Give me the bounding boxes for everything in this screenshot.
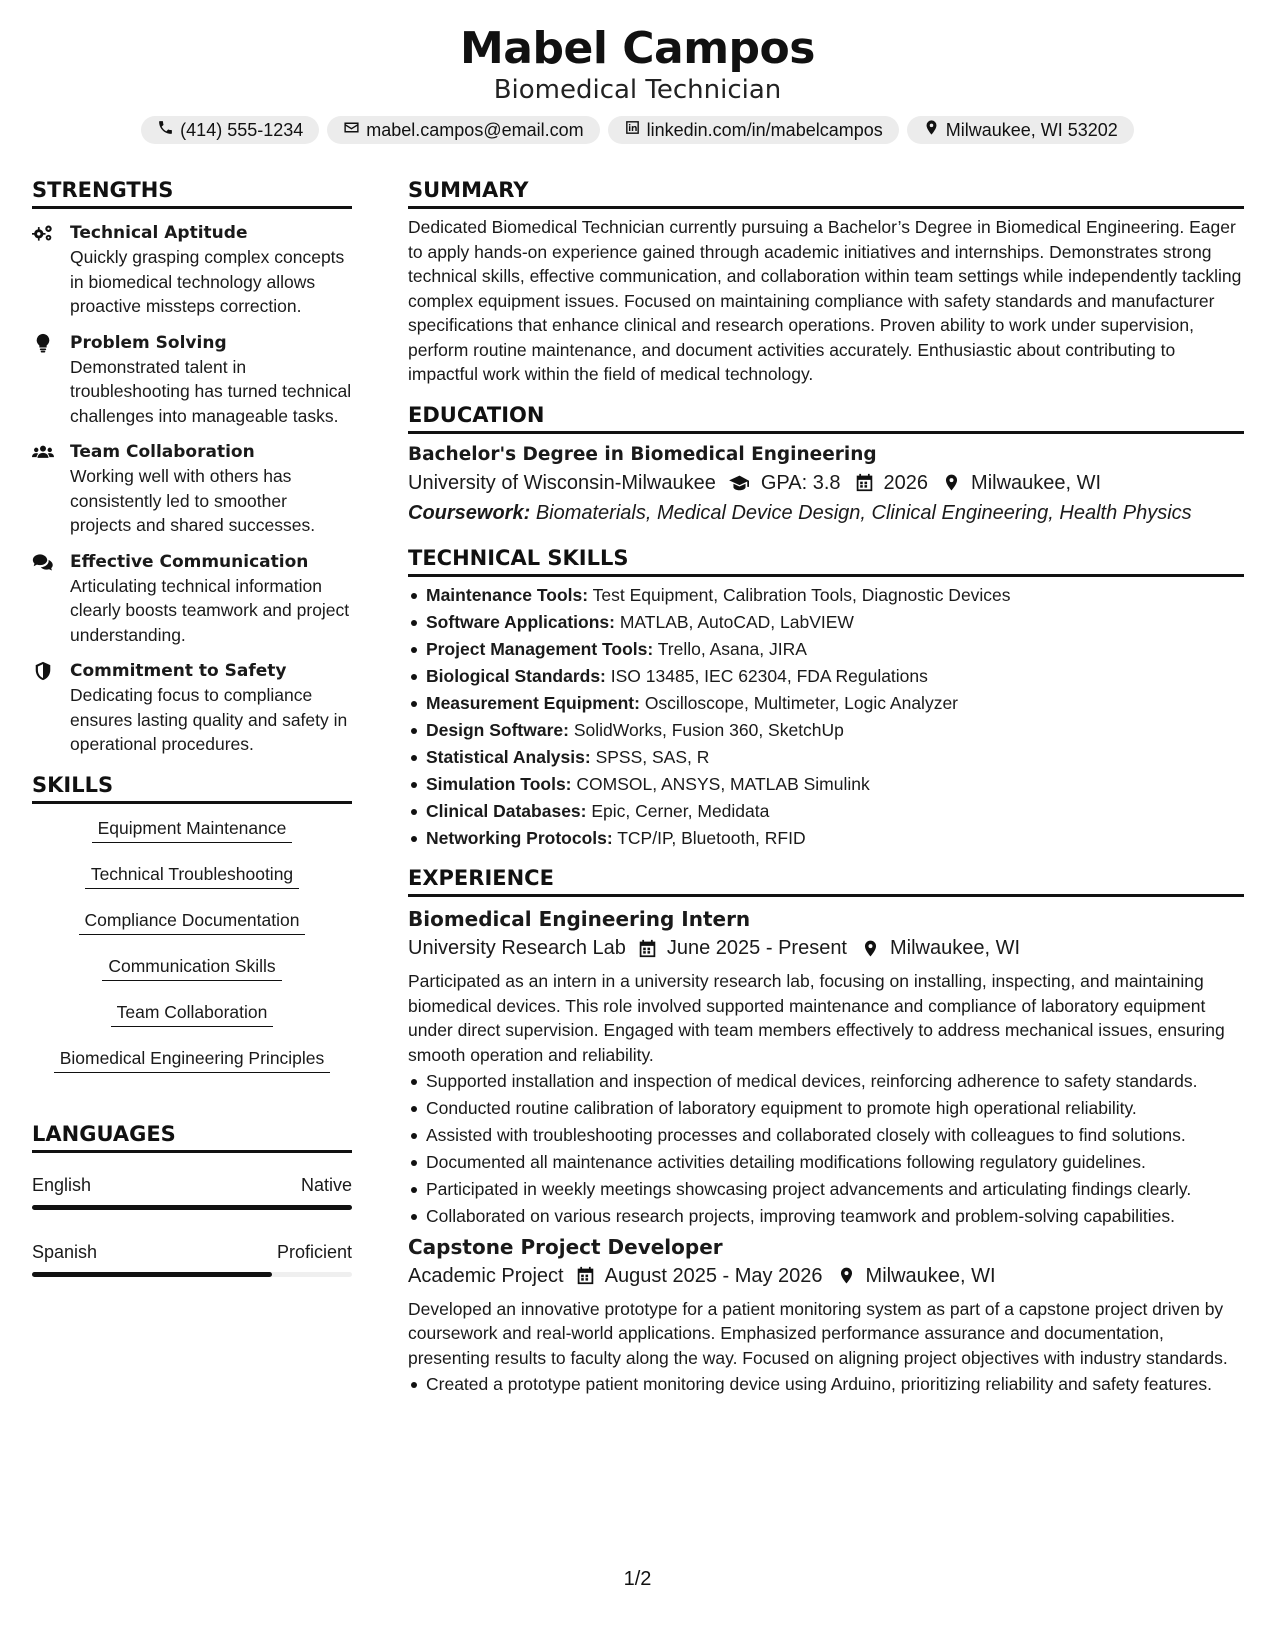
language-proficiency-bar — [32, 1272, 352, 1277]
calendar-icon — [855, 473, 874, 492]
language-item — [32, 1240, 352, 1277]
job-title: Biomedical Engineering Intern — [408, 907, 751, 931]
technical-skill-item — [408, 772, 1244, 797]
shield-icon — [32, 661, 56, 681]
job-meta — [408, 1261, 1244, 1291]
contact-email[interactable] — [327, 116, 599, 144]
experience-heading: EXPERIENCE — [408, 864, 1244, 897]
phone-icon — [157, 119, 174, 141]
job-description: Participated as an intern in a university research lab, focusing on installing, inspecting, and maintaining biomedical devices. This role involved supported maintenance and compliance of laboratory equipment under direct supervision. Engaged with team members effectively to address mechanical issues, ensuring smooth operation and reliability. — [408, 971, 1225, 1065]
right-column — [408, 176, 1244, 1399]
technical-skills-heading: TECHNICAL SKILLS — [408, 544, 1244, 577]
skills-heading: SKILLS — [32, 771, 352, 804]
language-item — [32, 1173, 352, 1210]
strengths-heading: STRENGTHS — [32, 176, 352, 209]
language-proficiency-fill — [32, 1205, 352, 1210]
technical-skill-label: Clinical Databases: — [426, 800, 587, 821]
job-bullet: Supported installation and inspection of medical devices, reinforcing adherence to safety standards. — [408, 1069, 1244, 1094]
education-degree: Bachelor's Degree in Biomedical Engineering — [408, 443, 877, 465]
skill-tag: Equipment Maintenance — [92, 816, 293, 843]
job-description: Developed an innovative prototype for a patient monitoring system as part of a capstone project driven by coursework and real-world applications. Emphasized performance assurance and documentation, presenting results to faculty along the way. Focused on aligning project objectives with industry standards. — [408, 1298, 1228, 1368]
technical-skill-item — [408, 826, 1244, 851]
location-text: Milwaukee, WI 53202 — [945, 120, 1118, 140]
technical-skill-value: MATLAB, AutoCAD, LabVIEW — [619, 611, 854, 632]
email-icon — [343, 119, 360, 141]
strength-item — [32, 221, 352, 319]
job-bullet: Assisted with troubleshooting processes and collaborated closely with colleagues to find solutions. — [408, 1123, 1244, 1148]
strength-description: Quickly grasping complex concepts in biomedical technology allows proactive missteps correction. — [70, 247, 345, 316]
linkedin-icon — [624, 119, 641, 141]
job-meta — [408, 933, 1244, 963]
candidate-name: Mabel Campos — [460, 23, 815, 74]
technical-skill-label: Statistical Analysis: — [426, 746, 591, 767]
technical-skill-value: ISO 13485, IEC 62304, FDA Regulations — [610, 665, 928, 686]
strength-item — [32, 440, 352, 538]
technical-skill-value: Test Equipment, Calibration Tools, Diagnostic Devices — [592, 584, 1011, 605]
contact-linkedin[interactable] — [608, 116, 899, 144]
language-name: Spanish — [32, 1241, 98, 1262]
strength-description: Working well with others has consistently led to smoother projects and shared successes. — [70, 466, 316, 535]
technical-skill-label: Networking Protocols: — [426, 827, 613, 848]
job-dates: June 2025 - Present — [666, 937, 847, 959]
email-text: mabel.campos@email.com — [366, 120, 584, 140]
language-name: English — [32, 1174, 92, 1195]
strength-item — [32, 331, 352, 429]
location-icon — [923, 119, 940, 141]
location-icon — [837, 1266, 856, 1285]
contact-location[interactable] — [907, 116, 1134, 144]
skills-list — [32, 816, 352, 1092]
education-location: Milwaukee, WI — [971, 471, 1102, 494]
technical-skill-label: Software Applications: — [426, 611, 615, 632]
job-bullets — [408, 1372, 1244, 1397]
graduation-cap-icon — [728, 473, 751, 492]
strength-title: Effective Communication — [70, 551, 309, 572]
linkedin-text: linkedin.com/in/mabelcampos — [646, 120, 883, 140]
job-bullets — [408, 1069, 1244, 1229]
technical-skill-value: Epic, Cerner, Medidata — [591, 800, 770, 821]
technical-skill-item — [408, 718, 1244, 743]
education-heading: EDUCATION — [408, 401, 1244, 434]
technical-skill-item — [408, 637, 1244, 662]
education-year: 2026 — [883, 471, 929, 494]
candidate-title: Biomedical Technician — [493, 75, 782, 105]
calendar-icon — [638, 939, 657, 958]
job-bullet: Collaborated on various research projects, improving teamwork and problem-solving capabilities. — [408, 1204, 1244, 1229]
skill-tag: Biomedical Engineering Principles — [54, 1046, 331, 1073]
skill-tag: Compliance Documentation — [79, 908, 306, 935]
language-level: Proficient — [276, 1241, 352, 1262]
summary-heading: SUMMARY — [408, 176, 1244, 209]
skill-tag: Communication Skills — [102, 954, 281, 981]
resume-header — [0, 22, 1275, 144]
job-organization: University Research Lab — [408, 937, 626, 959]
job-organization: Academic Project — [408, 1264, 564, 1287]
technical-skills-list — [408, 583, 1244, 851]
location-icon — [861, 939, 880, 958]
technical-skill-value: SPSS, SAS, R — [595, 746, 710, 767]
job-bullet: Documented all maintenance activities detailing modifications following regulatory guidelines. — [408, 1150, 1244, 1175]
strength-description: Dedicating focus to compliance ensures lasting quality and safety in operational procedures. — [70, 685, 348, 754]
experience-entry — [408, 905, 1244, 1229]
comments-icon — [32, 552, 56, 572]
technical-skill-value: SolidWorks, Fusion 360, SketchUp — [573, 719, 844, 740]
left-column — [32, 176, 352, 1277]
lightbulb-icon — [32, 333, 56, 353]
contact-bar — [0, 116, 1275, 144]
language-proficiency-bar — [32, 1205, 352, 1210]
technical-skill-label: Maintenance Tools: — [426, 584, 589, 605]
technical-skill-label: Project Management Tools: — [426, 638, 654, 659]
gears-icon — [32, 223, 56, 243]
skill-tag: Technical Troubleshooting — [85, 862, 299, 889]
skill-tag: Team Collaboration — [111, 1000, 274, 1027]
technical-skill-value: Oscilloscope, Multimeter, Logic Analyzer — [644, 692, 959, 713]
education-gpa: GPA: 3.8 — [760, 471, 841, 494]
education-meta — [408, 468, 1244, 498]
coursework-list: Biomaterials, Medical Device Design, Clinical Engineering, Health Physics — [535, 501, 1192, 524]
language-proficiency-fill — [32, 1272, 272, 1277]
strength-title: Problem Solving — [70, 332, 227, 353]
page-number: 1/2 — [623, 1568, 652, 1590]
calendar-icon — [576, 1266, 595, 1285]
strength-description: Articulating technical information clearly boosts teamwork and project understanding. — [70, 575, 350, 645]
job-location: Milwaukee, WI — [890, 937, 1021, 959]
technical-skill-value: TCP/IP, Bluetooth, RFID — [617, 827, 806, 848]
technical-skill-label: Simulation Tools: — [426, 773, 572, 794]
job-location: Milwaukee, WI — [865, 1264, 996, 1287]
education-school: University of Wisconsin-Milwaukee — [408, 471, 716, 494]
strength-title: Technical Aptitude — [70, 223, 248, 243]
technical-skill-label: Design Software: — [426, 719, 569, 740]
job-bullet: Created a prototype patient monitoring device using Arduino, prioritizing reliability and safety features. — [408, 1372, 1244, 1397]
technical-skill-value: COMSOL, ANSYS, MATLAB Simulink — [576, 773, 870, 794]
location-icon — [942, 473, 961, 492]
job-dates: August 2025 - May 2026 — [604, 1264, 823, 1287]
education-coursework — [408, 498, 1244, 528]
contact-phone[interactable] — [141, 116, 319, 144]
strength-description: Demonstrated talent in troubleshooting has turned technical challenges into manageable tasks. — [70, 356, 352, 426]
technical-skill-value: Trello, Asana, JIRA — [657, 638, 807, 659]
phone-text: (414) 555-1234 — [180, 120, 304, 140]
technical-skill-item — [408, 583, 1244, 608]
technical-skill-label: Biological Standards: — [426, 665, 606, 686]
strength-title: Commitment to Safety — [70, 661, 287, 681]
technical-skill-item — [408, 691, 1244, 716]
technical-skill-item — [408, 745, 1244, 770]
technical-skill-item — [408, 799, 1244, 824]
strength-title: Team Collaboration — [70, 442, 255, 462]
technical-skill-label: Measurement Equipment: — [426, 692, 640, 713]
languages-heading: LANGUAGES — [32, 1120, 352, 1153]
technical-skill-item — [408, 664, 1244, 689]
technical-skill-item — [408, 610, 1244, 635]
strength-item — [32, 659, 352, 757]
job-bullet: Conducted routine calibration of laboratory equipment to promote high operational reliability. — [408, 1096, 1244, 1121]
job-title: Capstone Project Developer — [408, 1234, 723, 1259]
summary-text: Dedicated Biomedical Technician currently pursuing a Bachelor’s Degree in Biomedical Engineering. Eager to apply hands-on experience gained through academic initiatives and internships. Demonstrates strong technical skills, effective communication, and collaboration within team settings while independently tackling complex equipment issues. Focused on maintaining compliance with safety standards and manufacturer specifications that enhance clinical and research operations. Proven ability to work under supervision, perform routine maintenance, and document activities accurately. Enthusiastic about contributing to impactful work within the field of medical technology. — [408, 217, 1242, 384]
users-icon — [32, 442, 56, 462]
job-bullet: Participated in weekly meetings showcasing project advancements and articulating findings clearly. — [408, 1177, 1244, 1202]
strength-item — [32, 550, 352, 648]
experience-entry — [408, 1233, 1244, 1397]
coursework-label: Coursework: — [408, 501, 531, 524]
language-level: Native — [300, 1174, 352, 1195]
